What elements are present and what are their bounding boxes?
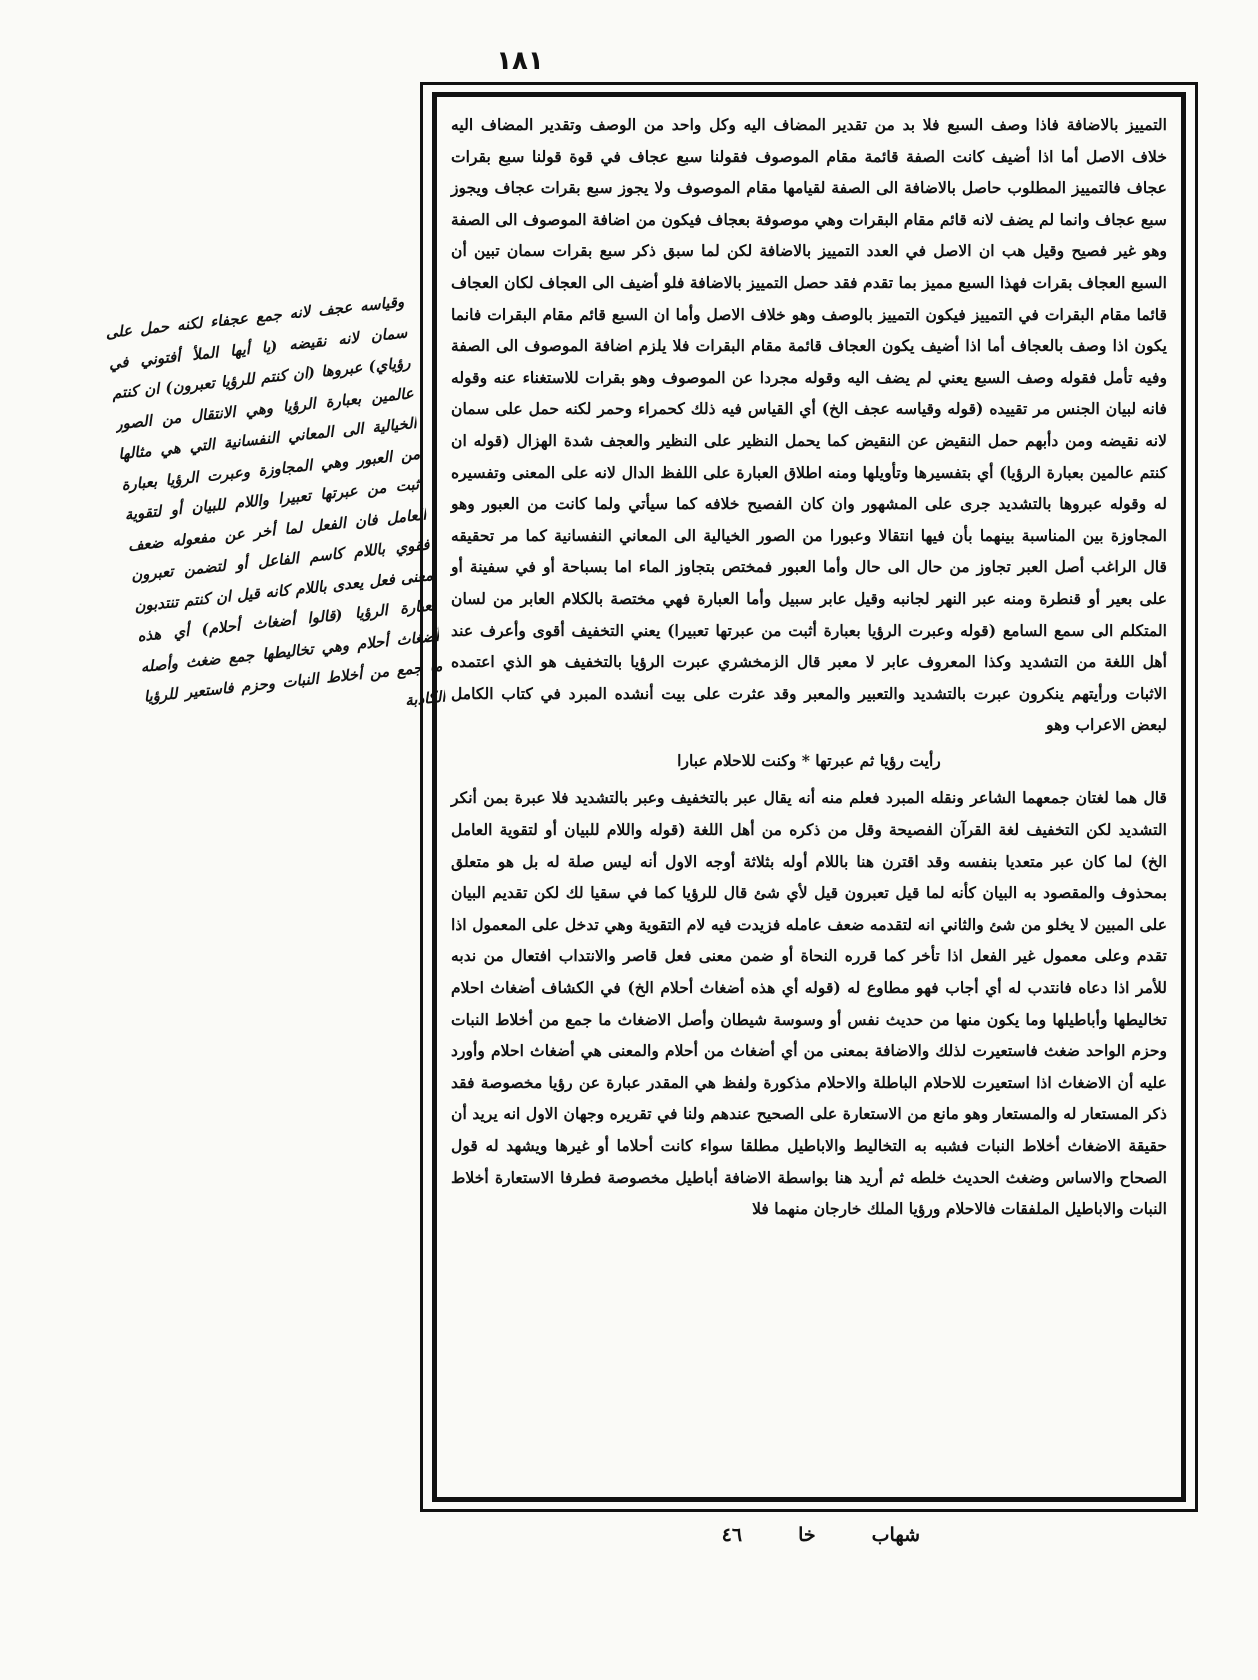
page-footer — [600, 1524, 920, 1546]
main-text-frame — [432, 92, 1186, 1502]
main-text — [451, 109, 1167, 1225]
footer-signature: ٤٦ — [721, 1524, 743, 1546]
footer-book-name: شهاب — [871, 1524, 920, 1546]
main-paragraph: التمييز بالاضافة فاذا وصف السبع فلا بد من تقدير المضاف اليه وكل واحد من الوصف وتقدير المضاف اليه خلاف الاصل أما اذا أضيف كانت الصفة قائمة مقام الموصوف فقولنا سبع عجاف في قوة قولنا سبع بقرات عجاف فالتمييز المطلوب حاصل بالاضافة الى الصفة لقيامها مقام الموصوف ولا يجوز سبع بقرات عجاف ويجوز سبع عجاف وانما لم يضف لانه قائم مقام البقرات وهي موصوفة بعجاف فيكون من اضافة الموصوف الى الصفة وهو غير فصيح وقيل هب ان الاصل في العدد التمييز بالاضافة لكن لما سبق ذكر سبع بقرات سمان تبين أن السبع العجاف بقرات فهذا السبع مميز بما تقدم فقد حصل التمييز بالاضافة فلو أضيف الى العجاف لكان العجاف قائما مقام البقرات في التمييز فيكون التمييز بالوصف وهو خلاف الاصل وأما ان السبع قائم مقام البقرات فانما يكون اذا وصف بالعجاف أما اذا أضيف يكون العجاف قائمة مقام البقرات فلا يلزم اضافة الموصوف الى الصفة وفيه تأمل فقوله وصف السبع يعني لم يضف اليه وقوله مجردا عن الموصوف وهو بقرات للاستغناء عنه وقوله فانه لبيان الجنس مر تقييده (قوله وقياسه عجف الخ) أي القياس فيه ذلك كحمراء وحمر لكنه حمل على سمان لانه نقيضه ومن دأبهم حمل النقيض عن النقيض كما يحمل النظير على النظير والعجف شدة الهزال (قوله ان كنتم عالمين بعبارة الرؤيا) أي بتفسيرها وتأويلها ومنه اطلاق العبارة على اللفظ الدال لانه على المعنى وتفسيره له وقوله عبروها بالتشديد جرى على المشهور وان كان الفصيح خلافه كما سيأتي ولما كانت من العبور وهو المجاوزة بين المناسبة بينهما بأن فيها انتقالا وعبورا من الصور الخيالية الى المعاني النفسانية كما مر تحقيقه قال الراغب أصل العبر تجاوز من حال الى حال وأما العبور فمختص بتجاوز الماء اما بسباحة أو في سفينة أو على بعير أو قنطرة ومنه عبر النهر لجانبه وقيل عابر سبيل وأما العبارة فهي مختصة بالكلام العابر من لسان المتكلم الى سمع السامع (قوله وعبرت الرؤيا بعبارة أثبت من عبرتها تعبيرا) يعني التخفيف أقوى وأعرف عند أهل اللغة من التشديد وكذا المعروف عابر لا معبر قال الزمخشري عبرت الرؤيا بالتخفيف هو الذي اعتمده الاثبات ورأيتهم ينكرون عبرت بالتشديد والتعبير والمعبر وقد عثرت على بيت أنشده المبرد في كتاب الكامل لبعض الاعراب وهو — [451, 115, 1167, 735]
footer-volume: خا — [798, 1524, 816, 1546]
verse-line: رأيت رؤيا ثم عبرتها * وكنت للاحلام عبارا — [677, 750, 941, 770]
main-paragraph: قال هما لغتان جمعهما الشاعر ونقله المبرد فعلم منه أنه يقال عبر بالتخفيف وعبر بالتشديد فلا عبرة بمن أنكر التشديد لكن التخفيف لغة القرآن الفصيحة وقل من ذكره من أهل اللغة (قوله واللام للبيان أو لتقوية العامل الخ) لما كان عبر متعديا بنفسه وقد اقترن هنا باللام أوله بثلاثة أوجه الاول أنه ليس صلة له بل هو متعلق بمحذوف والمقصود به البيان كأنه لما قيل تعبرون قيل لأي شئ قال للرؤيا كما في سقيا لك لكن تقديم البيان على المبين لا يخلو من شئ والثاني انه لتقدمه ضعف عامله فزيدت فيه لام التقوية وهي تدخل على المعمول اذا تقدم وعلى معمول غير الفعل اذا تأخر كما قرره النحاة أو ضمن معنى فعل قاصر والانتداب افتعال من ندبه للأمر اذا دعاه فانتدب له أي أجاب فهو مطاوع له (قوله أي هذه أضغاث أحلام الخ) في الكشاف أضغاث احلام تخاليطها وأباطيلها وما يكون منها من حديث نفس أو وسوسة شيطان وأصل الاضغاث ما جمع من أخلاط النبات وحزم الواحد ضغث فاستعيرت لذلك والاضافة بمعنى من أي أضغاث من أحلام والمعنى هي أضغاث احلام وأورد عليه أن الاضغاث اذا استعيرت للاحلام الباطلة والاحلام مذكورة ولفظ هي المقدر عبارة عن رؤيا مخصوصة فقد ذكر المستعار له والمستعار وهو مانع من الاستعارة على الصحيح عندهم ولنا في تقريره وجهان الاول انه يريد أن حقيقة الاضغاث أخلاط النبات فشبه به التخاليط والاباطيل مطلقا سواء كانت أحلاما أو غيرها ويشهد له قول الصحاح والاساس وضغث الحديث خلطه ثم أريد هنا بواسطة الاضافة أباطيل مخصوصة فطرفا الاستعارة أخلاط النبات والاباطيل الملفقات فالاحلام ورؤيا الملك خارجان منهما فلا — [451, 788, 1167, 1219]
margin-note: وقياسه عجف لانه جمع عجفاء لكنه حمل على سمان لانه نقيضه (يا أيها الملأ أفتوني في رؤياي) عبروها (ان كنتم للرؤيا تعبرون) ان كنتم عالمين بعبارة الرؤيا وهي الانتقال من الصور الخيالية الى المعاني النفسانية التي هي مثالها من العبور وهي المجاوزة وعبرت الرؤيا بعبارة أثبت من عبرتها تعبيرا واللام للبيان أو لتقوية العامل فان الفعل لما أخر عن مفعوله ضعف فقوي باللام كاسم الفاعل أو لتضمن تعبرون معنى فعل يعدى باللام كانه قيل ان كنتم تنتدبون لعبارة الرؤيا (قالوا أضغاث أحلام) أي هذه أضغاث أحلام وهي تخاليطها جمع ضغث وأصله ما جمع من أخلاط النبات وحزم فاستعير للرؤيا الكاذبة — [104, 292, 447, 710]
page-number: ١٨١ — [496, 46, 544, 76]
